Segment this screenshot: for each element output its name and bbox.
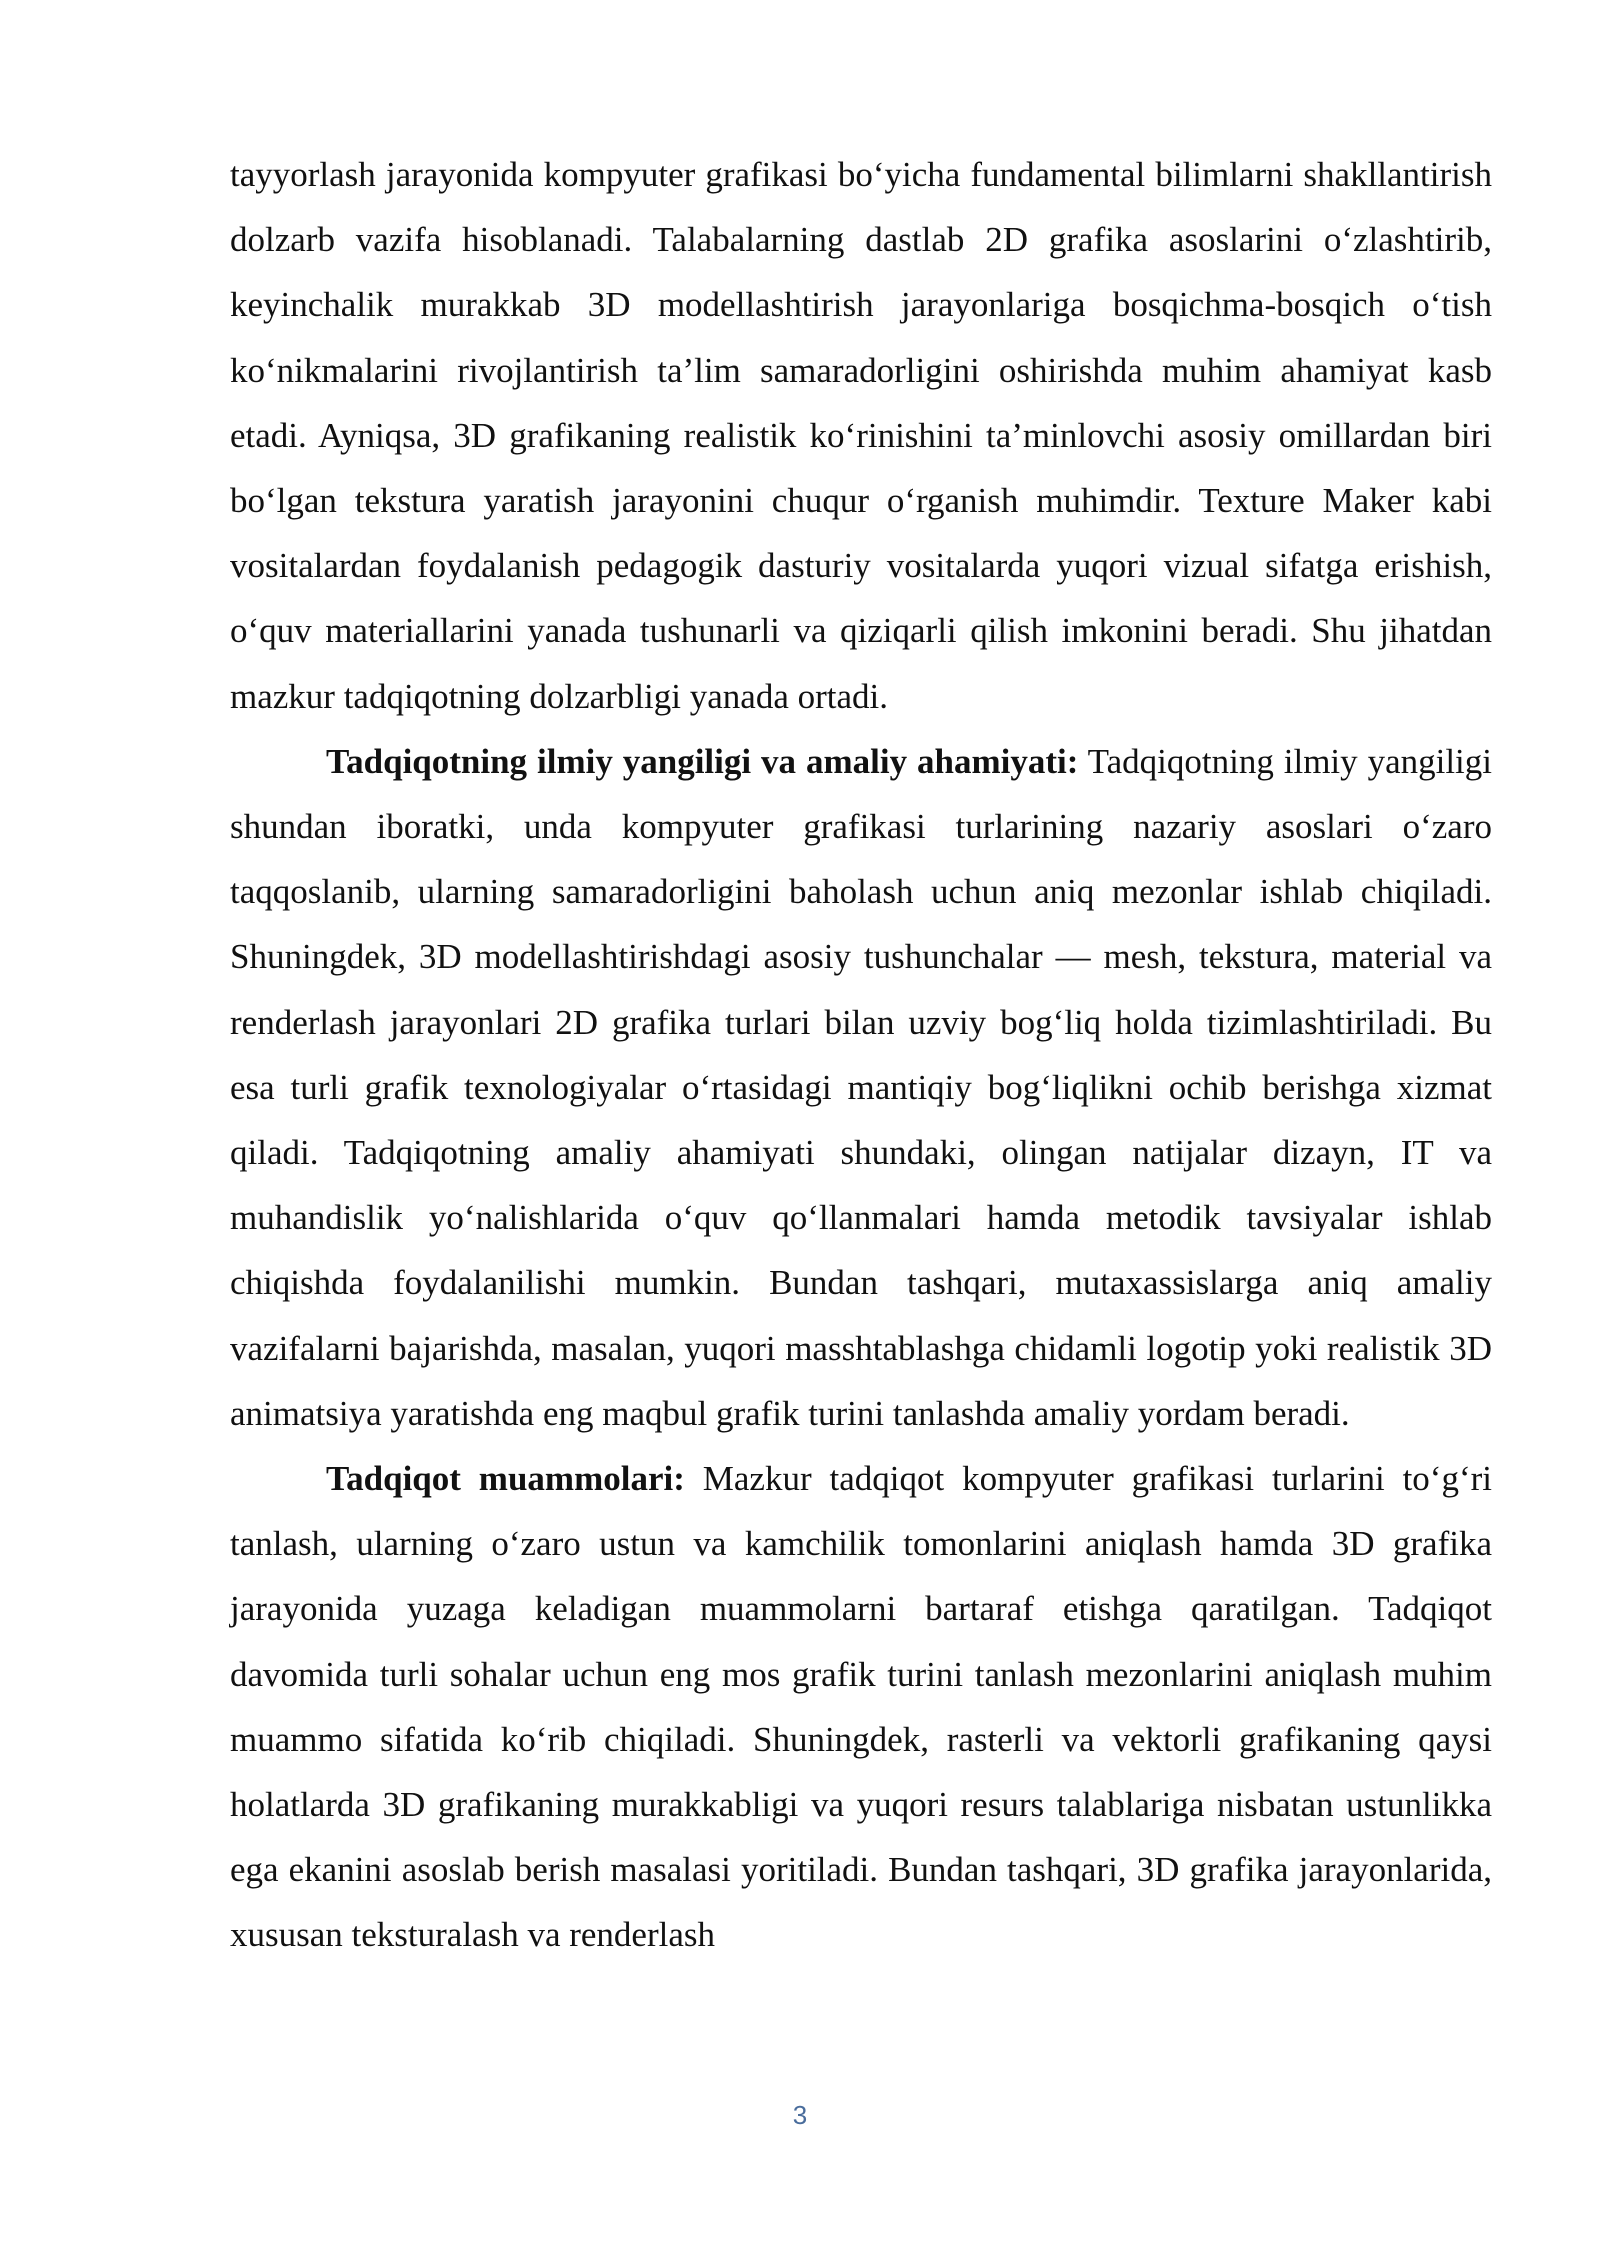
paragraph-text: tayyorlash jarayonida kompyuter grafikasi bo‘yicha fundamental bilimlarni shakllantirish dolzarb vazifa hisoblanadi. Talabalarning dastlab 2D grafika asoslarini o‘zlashtirib, keyinchalik murakkab 3D modellashtirish jarayonlariga bosqichma-bosqich o‘tish ko‘nikmalarini rivojlantirish ta’lim samaradorligini oshirishda muhim ahamiyat kasb etadi. Ayniqsa, 3D grafikaning realistik ko‘rinishini ta’minlovchi asosiy omillardan biri bo‘lgan tekstura yaratish jarayonini chuqur o‘rganish muhimdir. Texture Maker kabi vositalardan foydalanish pedagogik dasturiy vositalarda yuqori vizual sifatga erishish, o‘quv materiallarini yanada tushunarli va qiziqarli qilish imkonini beradi. Shu jihatdan mazkur tadqiqotning dolzarbligi yanada ortadi.: [230, 155, 1492, 716]
paragraph-text: Mazkur tadqiqot kompyuter grafikasi turlarini to‘g‘ri tanlash, ularning o‘zaro ustun va kamchilik tomonlarini aniqlash hamda 3D grafika jarayonida yuzaga keladigan muammolarni bartaraf etishga qaratilgan. Tadqiqot davomida turli sohalar uchun eng mos grafik turini tanlash mezonlarini aniqlash muhim muammo sifatida ko‘rib chiqiladi. Shuningdek, rasterli va vektorli grafikaning qaysi holatlarda 3D grafikaning murakkabligi va yuqori resurs talablariga nisbatan ustunlikka ega ekanini asoslab berish masalasi yoritiladi. Bundan tashqari, 3D grafika jarayonlarida, xususan teksturalash va renderlash: [230, 1459, 1493, 1955]
paragraph-novelty: [230, 729, 1492, 1446]
body-text: [230, 142, 1492, 1968]
paragraph-text: Tadqiqotning ilmiy yangiligi shundan iboratki, unda kompyuter grafikasi turlarining nazariy asoslari o‘zaro taqqoslanib, ularning samaradorligini baholash uchun aniq mezonlar ishlab chiqiladi. Shuningdek, 3D modellashtirishdagi asosiy tushunchalar — mesh, tekstura, material va renderlash jarayonlari 2D grafika turlari bilan uzviy bog‘liq holda tizimlashtiriladi. Bu esa turli grafik texnologiyalar o‘rtasidagi mantiqiy bog‘liqlikni ochib berishga xizmat qiladi. Tadqiqotning amaliy ahamiyati shundaki, olingan natijalar dizayn, IT va muhandislik yo‘nalishlarida o‘quv qo‘llanmalari hamda metodik tavsiyalar ishlab chiqishda foydalanilishi mumkin. Bundan tashqari, mutaxassislarga aniq amaliy vazifalarni bajarishda, masalan, yuqori masshtablashga chidamli logotip yoki realistik 3D animatsiya yaratishda eng maqbul grafik turini tanlashda amaliy yordam beradi.: [230, 741, 1492, 1433]
paragraph-heading: Tadqiqotning ilmiy yangiligi va amaliy ahamiyati:: [326, 741, 1079, 781]
paragraph-problems: [230, 1446, 1492, 1968]
paragraph-heading: Tadqiqot muammolari:: [326, 1459, 685, 1499]
paragraph-relevance: [230, 142, 1492, 729]
page-number: 3: [792, 2100, 808, 2130]
